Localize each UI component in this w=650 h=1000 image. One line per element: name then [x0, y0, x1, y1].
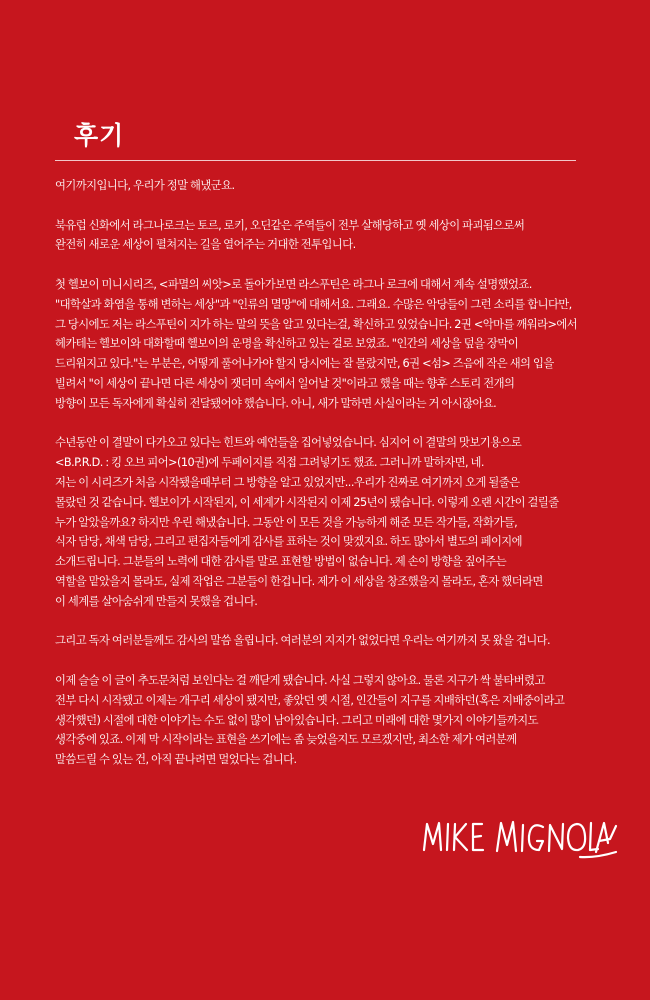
text-line: <B.P.R.D. : 킹 오브 피어>(10권)에 두페이지를 직접 그려넣기도 했죠. 그러니까 말하자면, 네. [55, 456, 484, 470]
text-line: 빌려서 "이 세상이 끝나면 다른 세상이 잿더미 속에서 일어날 것"이라고 했을 때는 향후 스토리 전개의 [55, 376, 515, 390]
text-line: 생각중에 있죠. 이제 막 시작이라는 표현을 쓰기에는 좀 늦었을지도 모르겠지만, 최소한 제가 여러분께 [55, 733, 517, 747]
signature-mark [418, 814, 618, 864]
text-line: "대학살과 화염을 통해 변하는 세상"과 "인류의 멸망"에 대해서요. 그래요. 수많은 악당들이 그런 소리를 합니다만, [55, 297, 572, 311]
text-line: 몰랐던 것 같습니다. 헬보이가 시작된지, 이 세계가 시작된지 이제 25년이 됐습니다. 이렇게 오랜 시간이 걸릴줄 [55, 495, 559, 509]
text-line: 수년동안 이 결말이 다가오고 있다는 힌트와 예언들을 집어넣었습니다. 심지어 이 결말의 맛보기용으로 [55, 436, 522, 450]
paragraph [55, 275, 625, 414]
text-line: 여기까지입니다, 우리가 정말 해냈군요. [55, 179, 235, 192]
text-line: 첫 헬보이 미니시리즈, <파멸의 씨앗>로 돌아가보면 라스푸틴은 라그나 로크에 대해서 계속 설명했었죠. [55, 277, 532, 291]
text-line: 역할을 맡았을지 몰라도, 실제 작업은 그분들이 한겁니다. 제가 이 세상을 창조했을지 몰라도, 혼자 했더라면 [55, 574, 543, 588]
text-line: 그 당시에도 저는 라스푸틴이 지가 하는 말의 뜻을 알고 있다는걸, 확신하고 있었습니다. 2권 <악마를 깨워라>에서 [55, 317, 578, 331]
text-line: 북유럽 신화에서 라그나로크는 토르, 로키, 오딘같은 주역들이 전부 살해당하고 옛 세상이 파괴됨으로써 [55, 218, 525, 232]
text-line: 누가 알았을까요? 하지만 우린 해냈습니다. 그동안 이 모든 것을 가능하게 해준 모든 작가들, 작화가들, [55, 515, 518, 529]
text-line: 저는 이 시리즈가 처음 시작됐을때부터 그 방향을 알고 있었지만...우리가 진짜로 여기까지 오게 될줄은 [55, 475, 520, 489]
paragraph [55, 671, 625, 770]
text-line: 식자 담당, 채색 담당, 그리고 편집자들에게 감사를 표하는 것이 맞겠지요. 하도 많아서 별도의 페이지에 [55, 535, 523, 549]
text-line: 소개드립니다. 그분들의 노력에 대한 감사를 말로 표현할 방법이 없습니다. 제 손이 방향을 짚어주는 [55, 555, 507, 569]
paragraph [55, 176, 625, 196]
afterword-body [55, 176, 625, 790]
page-title: 후기 [74, 121, 125, 150]
text-line: 드리워지고 있다."는 부분은, 어떻게 풀어나가야 할지 당시에는 잘 몰랐지만, 6권 <섬> 즈음에 작은 새의 입을 [55, 357, 554, 371]
text-line: 방향이 모든 독자에게 확실히 전달됐어야 했습니다. 아니, 새가 말하면 사실이라는 거 아시잖아요. [55, 396, 497, 410]
text-line: 이 세계를 살아숨쉬게 만들지 못했을 겁니다. [55, 594, 258, 608]
paragraph [55, 433, 625, 611]
paragraph [55, 216, 625, 256]
text-line: 이제 슬슬 이 글이 추도문처럼 보인다는 걸 깨닫게 됐습니다. 사실 그렇지 않아요. 물론 지구가 싹 불타버렸고 [55, 673, 545, 687]
text-line: 전부 다시 시작됐고 이제는 개구리 세상이 됐지만, 좋았던 옛 시절, 인간들이 지구를 지배하던(혹은 지배중이라고 [55, 693, 565, 707]
text-line: 헤카테는 헬보이와 대화할때 헬보이의 운명을 확신하고 있는 걸로 보였죠. "인간의 세상을 덮을 장막이 [55, 337, 519, 351]
text-line: 완전히 새로운 세상이 펼쳐지는 길을 열어주는 거대한 전투입니다. [55, 238, 356, 252]
title-divider [55, 160, 576, 161]
text-line: 생각했던) 시절에 대한 이야기는 수도 없이 많이 남아있습니다. 그리고 미래에 대한 몇가지 이야기들까지도 [55, 713, 538, 727]
paragraph [55, 631, 625, 651]
text-line: 그리고 독자 여러분들께도 감사의 말씀 올립니다. 여러분의 지지가 없었다면 우리는 여기까지 못 왔을 겁니다. [55, 634, 551, 648]
text-line: 말씀드릴 수 있는 건, 아직 끝나려면 멀었다는 겁니다. [55, 753, 297, 767]
signature [418, 814, 618, 864]
